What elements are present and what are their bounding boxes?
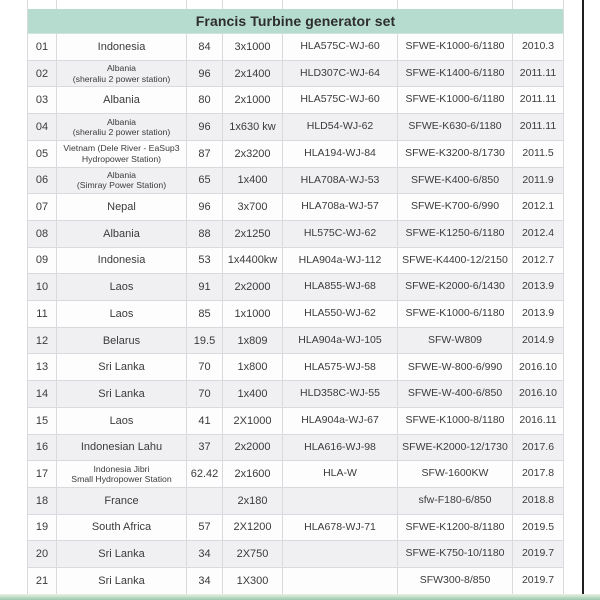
cell-no: 07	[28, 194, 57, 220]
cell-units: 2x1400	[223, 61, 283, 87]
cell-generator-model: SFWE-K2000-6/1430	[398, 274, 513, 300]
cell-location: France	[57, 488, 187, 514]
table-row	[28, 328, 563, 355]
cell-units: 1x400	[223, 168, 283, 194]
cell-date: 2019.5	[521, 520, 555, 533]
cell-turbine-model: HLD54-WJ-62	[283, 114, 398, 140]
cell-head: 65	[187, 168, 223, 194]
cell-units: 1x1000	[223, 301, 283, 327]
table-row	[28, 168, 563, 195]
cell-units: 1X300	[223, 568, 283, 594]
cell-no: 13	[28, 354, 57, 380]
cell-units: 2X1200	[223, 515, 283, 541]
cell-generator-model: SFWE-K1400-6/1180	[398, 61, 513, 87]
cell-date: 2017.8	[521, 467, 555, 480]
cell-date: 2016.10	[519, 387, 557, 400]
cell-no: 19	[28, 515, 57, 541]
cell-generator-model: SFWE-K1000-6/1180	[398, 301, 513, 327]
cell-turbine-model: HLA855-WJ-68	[283, 274, 398, 300]
cell-generator-model: SFWE-K630-6/1180	[398, 114, 513, 140]
cell-date: 2014.9	[521, 333, 555, 346]
cell-no: 17	[28, 461, 57, 487]
table-row	[28, 381, 563, 408]
cell-location: Laos	[57, 408, 187, 434]
cell-head: 70	[187, 381, 223, 407]
table-title-bar	[28, 9, 563, 34]
cell-location: Vietnam (Dele River - EaSup3 Hydropower Station)	[57, 141, 187, 167]
cell-date: 2012.4	[521, 227, 555, 239]
table-row	[28, 141, 563, 168]
cell-no: 05	[28, 141, 57, 167]
cell-head: 34	[187, 541, 223, 567]
cell-generator-model: SFWE-K750-10/1180	[398, 541, 513, 567]
cell-no: 14	[28, 381, 57, 407]
fragment-cell	[28, 0, 57, 9]
cell-units: 3x1000	[223, 34, 283, 60]
cell-location: Indonesia	[57, 34, 187, 60]
cell-head: 34	[187, 568, 223, 594]
cell-head: 84	[187, 34, 223, 60]
table-body	[28, 34, 563, 595]
cell-location: Albania (sheraliu 2 power station)	[57, 114, 187, 140]
cell-units: 1x800	[223, 354, 283, 380]
cell-date: 2011.11	[519, 93, 557, 106]
cell-head: 37	[187, 435, 223, 461]
cell-date: 2012.7	[521, 253, 555, 266]
cell-location: Albania (Simray Power Station)	[57, 168, 187, 194]
cell-turbine-model: HLA550-WJ-62	[283, 301, 398, 327]
table-row	[28, 248, 563, 275]
cell-date: 2016.11	[519, 413, 557, 426]
cell-units: 2X1000	[223, 408, 283, 434]
cell-no: 09	[28, 248, 57, 274]
cell-generator-model: SFWE-K2000-12/1730	[398, 435, 513, 461]
cell-date: 2012.1	[521, 200, 555, 213]
cell-location: Sri Lanka	[57, 381, 187, 407]
cell-date: 2011.11	[519, 120, 557, 133]
cell-generator-model: SFWE-W-400-6/850	[398, 381, 513, 407]
cell-head	[187, 488, 223, 514]
cell-no: 06	[28, 168, 57, 194]
cell-location: Albania (sheraliu 2 power station)	[57, 61, 187, 87]
table-row	[28, 515, 563, 542]
cell-no: 11	[28, 301, 57, 327]
cell-location: Laos	[57, 274, 187, 300]
cell-date: 2013.9	[521, 307, 555, 320]
cell-no: 08	[28, 221, 57, 247]
cell-generator-model: SFW300-8/850	[398, 568, 513, 594]
cell-head: 88	[187, 221, 223, 247]
cell-generator-model: SFWE-K1000-8/1180	[398, 408, 513, 434]
cell-head: 96	[187, 114, 223, 140]
cell-turbine-model	[283, 568, 398, 594]
cell-generator-model: SFWE-W-800-6/990	[398, 354, 513, 380]
cell-head: 91	[187, 274, 223, 300]
page-right-rule	[582, 0, 584, 600]
cell-generator-model: SFWE-K1250-6/1180	[398, 221, 513, 247]
cell-head: 87	[187, 141, 223, 167]
table-row	[28, 461, 563, 488]
cell-head: 57	[187, 515, 223, 541]
table-row	[28, 114, 563, 141]
cell-no: 10	[28, 274, 57, 300]
table-row	[28, 34, 563, 61]
cell-date: 2016.10	[519, 360, 557, 373]
table-row	[28, 354, 563, 381]
cell-turbine-model: HLA708A-WJ-53	[283, 168, 398, 194]
cell-turbine-model: HLA904a-WJ-112	[283, 248, 398, 274]
cell-turbine-model: HLA-W	[283, 461, 398, 487]
fragment-cell	[283, 0, 398, 9]
cell-generator-model: SFWE-K1000-6/1180	[398, 87, 513, 113]
fragment-cell	[513, 0, 563, 9]
cell-head: 19.5	[187, 328, 223, 354]
cell-date: 2013.9	[521, 280, 555, 293]
cell-location: Indonesian Lahu	[57, 435, 187, 461]
cell-location: Belarus	[57, 328, 187, 354]
cell-turbine-model: HL575C-WJ-62	[283, 221, 398, 247]
cell-generator-model: SFWE-K4400-12/2150	[398, 248, 513, 274]
cell-no: 01	[28, 34, 57, 60]
cell-no: 03	[28, 87, 57, 113]
cell-units: 2x2000	[223, 435, 283, 461]
cell-units: 3x700	[223, 194, 283, 220]
cell-units: 2x1000	[223, 87, 283, 113]
cell-turbine-model: HLA904a-WJ-67	[283, 408, 398, 434]
cell-location: Laos	[57, 301, 187, 327]
fragment-cell	[57, 0, 187, 9]
table-row	[28, 435, 563, 462]
cell-turbine-model: HLD307C-WJ-64	[283, 61, 398, 87]
cell-turbine-model	[283, 488, 398, 514]
cell-no: 16	[28, 435, 57, 461]
cell-generator-model: SFWE-K3200-8/1730	[398, 141, 513, 167]
cell-location: Indonesia	[57, 248, 187, 274]
cell-no: 12	[28, 328, 57, 354]
cell-turbine-model: HLA616-WJ-98	[283, 435, 398, 461]
cell-date: 2017.6	[521, 440, 555, 453]
previous-row-fragment	[28, 0, 563, 9]
cell-turbine-model: HLA678-WJ-71	[283, 515, 398, 541]
fragment-cell	[223, 0, 283, 9]
cell-turbine-model: HLA575C-WJ-60	[283, 34, 398, 60]
cell-units: 2x1250	[223, 221, 283, 247]
cell-date: 2010.3	[521, 40, 555, 53]
table-row	[28, 301, 563, 328]
cell-location: Sri Lanka	[57, 354, 187, 380]
cell-generator-model: SFWE-K1200-8/1180	[398, 515, 513, 541]
cell-units: 1x400	[223, 381, 283, 407]
cell-date: 2019.7	[521, 547, 555, 560]
cell-location: Sri Lanka	[57, 541, 187, 567]
cell-units: 2x2000	[223, 274, 283, 300]
cell-date: 2018.8	[521, 494, 555, 507]
cell-units: 2x1600	[223, 461, 283, 487]
table-row	[28, 568, 563, 595]
cell-no: 21	[28, 568, 57, 594]
table-row	[28, 274, 563, 301]
cell-date: 2011.9	[522, 173, 554, 186]
cell-location: South Africa	[57, 515, 187, 541]
cell-date: 2019.7	[521, 574, 555, 587]
cell-turbine-model: HLA575-WJ-58	[283, 354, 398, 380]
cell-units: 2x180	[223, 488, 283, 514]
cell-location: Albania	[57, 221, 187, 247]
cell-no: 15	[28, 408, 57, 434]
cell-units: 2x3200	[223, 141, 283, 167]
cell-generator-model: SFWE-K400-6/850	[398, 168, 513, 194]
cell-turbine-model: HLA708a-WJ-57	[283, 194, 398, 220]
cell-date: 2011.11	[519, 66, 557, 79]
cell-no: 18	[28, 488, 57, 514]
cell-head: 53	[187, 248, 223, 274]
fragment-cell	[398, 0, 513, 9]
cell-turbine-model: HLA194-WJ-84	[283, 141, 398, 167]
cell-location: Albania	[57, 87, 187, 113]
cell-head: 96	[187, 194, 223, 220]
cell-generator-model: SFWE-K1000-6/1180	[398, 34, 513, 60]
table-row	[28, 87, 563, 114]
cell-generator-model: sfw-F180-6/850	[398, 488, 513, 514]
cell-no: 04	[28, 114, 57, 140]
cell-turbine-model: HLD358C-WJ-55	[283, 381, 398, 407]
table-row	[28, 221, 563, 248]
table-row	[28, 194, 563, 221]
cell-location: Sri Lanka	[57, 568, 187, 594]
cell-generator-model: SFW-W809	[398, 328, 513, 354]
cell-turbine-model: HLA575C-WJ-60	[283, 87, 398, 113]
cell-head: 62.42	[187, 461, 223, 487]
cell-units: 1x630 kw	[223, 114, 283, 140]
table-row	[28, 61, 563, 88]
cell-generator-model: SFW-1600KW	[398, 461, 513, 487]
cell-head: 80	[187, 87, 223, 113]
cell-date: 2011.5	[522, 146, 554, 159]
cell-no: 20	[28, 541, 57, 567]
cell-turbine-model: HLA904a-WJ-105	[283, 328, 398, 354]
cell-turbine-model	[283, 541, 398, 567]
cell-location: Indonesia Jibri Small Hydropower Station	[57, 461, 187, 487]
table-row	[28, 541, 563, 568]
cell-head: 96	[187, 61, 223, 87]
cell-units: 2X750	[223, 541, 283, 567]
cell-head: 70	[187, 354, 223, 380]
table-row	[28, 488, 563, 515]
bottom-green-bar	[0, 594, 600, 600]
cell-generator-model: SFWE-K700-6/990	[398, 194, 513, 220]
fragment-cell	[187, 0, 223, 9]
cell-no: 02	[28, 61, 57, 87]
cell-units: 1x4400kw	[223, 248, 283, 274]
cell-head: 41	[187, 408, 223, 434]
cell-head: 85	[187, 301, 223, 327]
cell-location: Nepal	[57, 194, 187, 220]
generator-set-table	[27, 0, 564, 595]
table-row	[28, 408, 563, 435]
table-title: Francis Turbine generator set	[195, 13, 396, 29]
cell-units: 1x809	[223, 328, 283, 354]
